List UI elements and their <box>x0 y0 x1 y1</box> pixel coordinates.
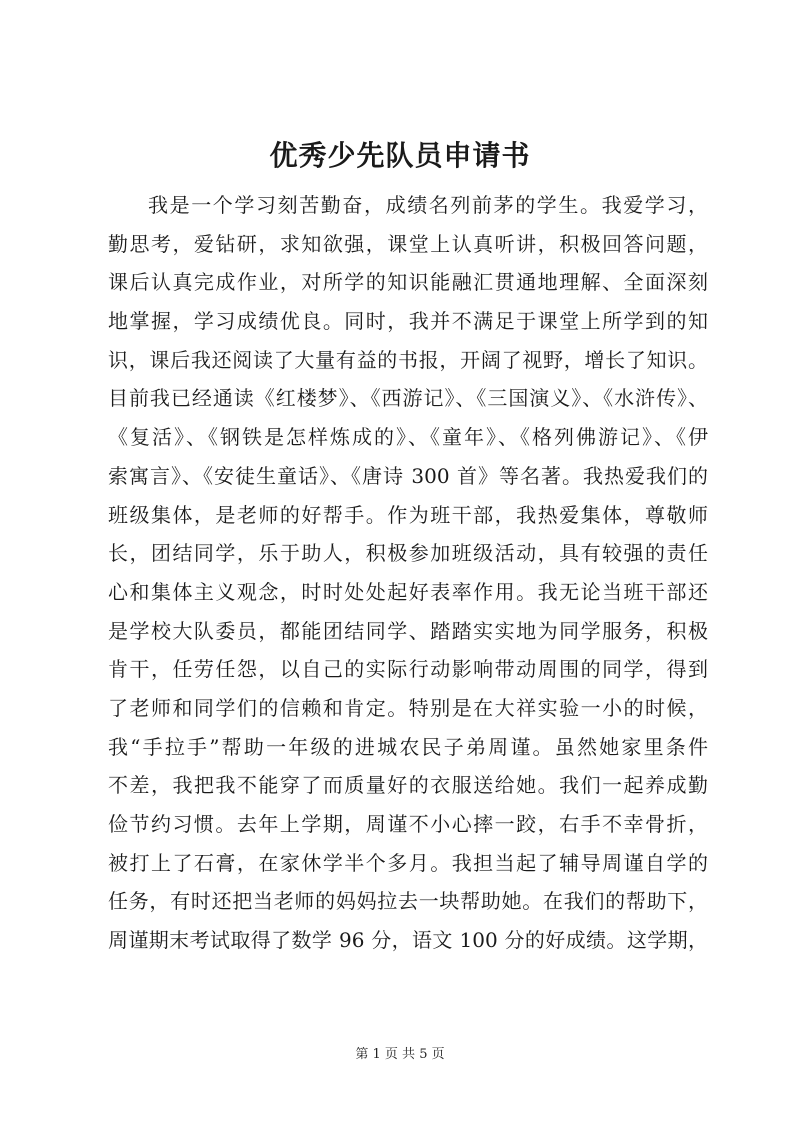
body-line: 是学校大队委员，都能团结同学、踏踏实实地为同学服务，积极 <box>108 618 708 643</box>
document-body <box>108 186 708 960</box>
body-line: 《复活》、《钢铁是怎样炼成的》、《童年》、《格列佛游记》、《伊 <box>108 425 708 450</box>
body-line: 目前我已经通读《红楼梦》、《西游记》、《三国演义》、《水浒传》、 <box>108 386 708 411</box>
body-line: 了老师和同学们的信赖和肯定。特别是在大祥实验一小的时候， <box>108 695 708 720</box>
body-line: 课后认真完成作业，对所学的知识能融汇贯通地理解、全面深刻 <box>108 270 708 295</box>
body-line: 俭节约习惯。去年上学期，周谨不小心摔一跤，右手不幸骨折， <box>108 812 708 836</box>
body-line: 肯干，任劳任怨，以自己的实际行动影响带动周围的同学，得到 <box>108 657 708 682</box>
body-line: 勤思考，爱钻研，求知欲强，课堂上认真听讲，积极回答问题， <box>108 231 708 256</box>
body-line: 我“手拉手”帮助一年级的进城农民子弟周谨。虽然她家里条件 <box>108 734 708 759</box>
body-line: 识，课后我还阅读了大量有益的书报，开阔了视野，增长了知识。 <box>108 347 708 372</box>
body-line: 长，团结同学，乐于助人，积极参加班级活动，具有较强的责任 <box>108 541 708 566</box>
body-line: 不差，我把我不能穿了而质量好的衣服送给她。我们一起养成勤 <box>108 773 708 798</box>
body-line: 索寓言》、《安徒生童话》、《唐诗 300 首》等名著。我热爱我们的 <box>108 463 708 488</box>
body-line: 心和集体主义观念，时时处处起好表率作用。我无论当班干部还 <box>108 579 708 604</box>
body-line: 地掌握，学习成绩优良。同时，我并不满足于课堂上所学到的知 <box>108 309 708 334</box>
body-line: 被打上了石膏，在家休学半个多月。我担当起了辅导周谨自学的 <box>108 850 708 875</box>
document-title: 优秀少先队员申请书 <box>269 139 531 172</box>
body-line: 班级集体，是老师的好帮手。作为班干部，我热爱集体，尊敬师 <box>108 502 708 527</box>
body-line: 任务，有时还把当老师的妈妈拉去一块帮助她。在我们的帮助下， <box>108 889 708 914</box>
page-footer: 第 1 页 共 5 页 <box>355 1047 445 1062</box>
body-line: 周谨期末考试取得了数学 96 分，语文 100 分的好成绩。这学期， <box>108 928 708 953</box>
body-line: 我是一个学习刻苦勤奋，成绩名列前茅的学生。我爱学习， <box>148 193 708 217</box>
